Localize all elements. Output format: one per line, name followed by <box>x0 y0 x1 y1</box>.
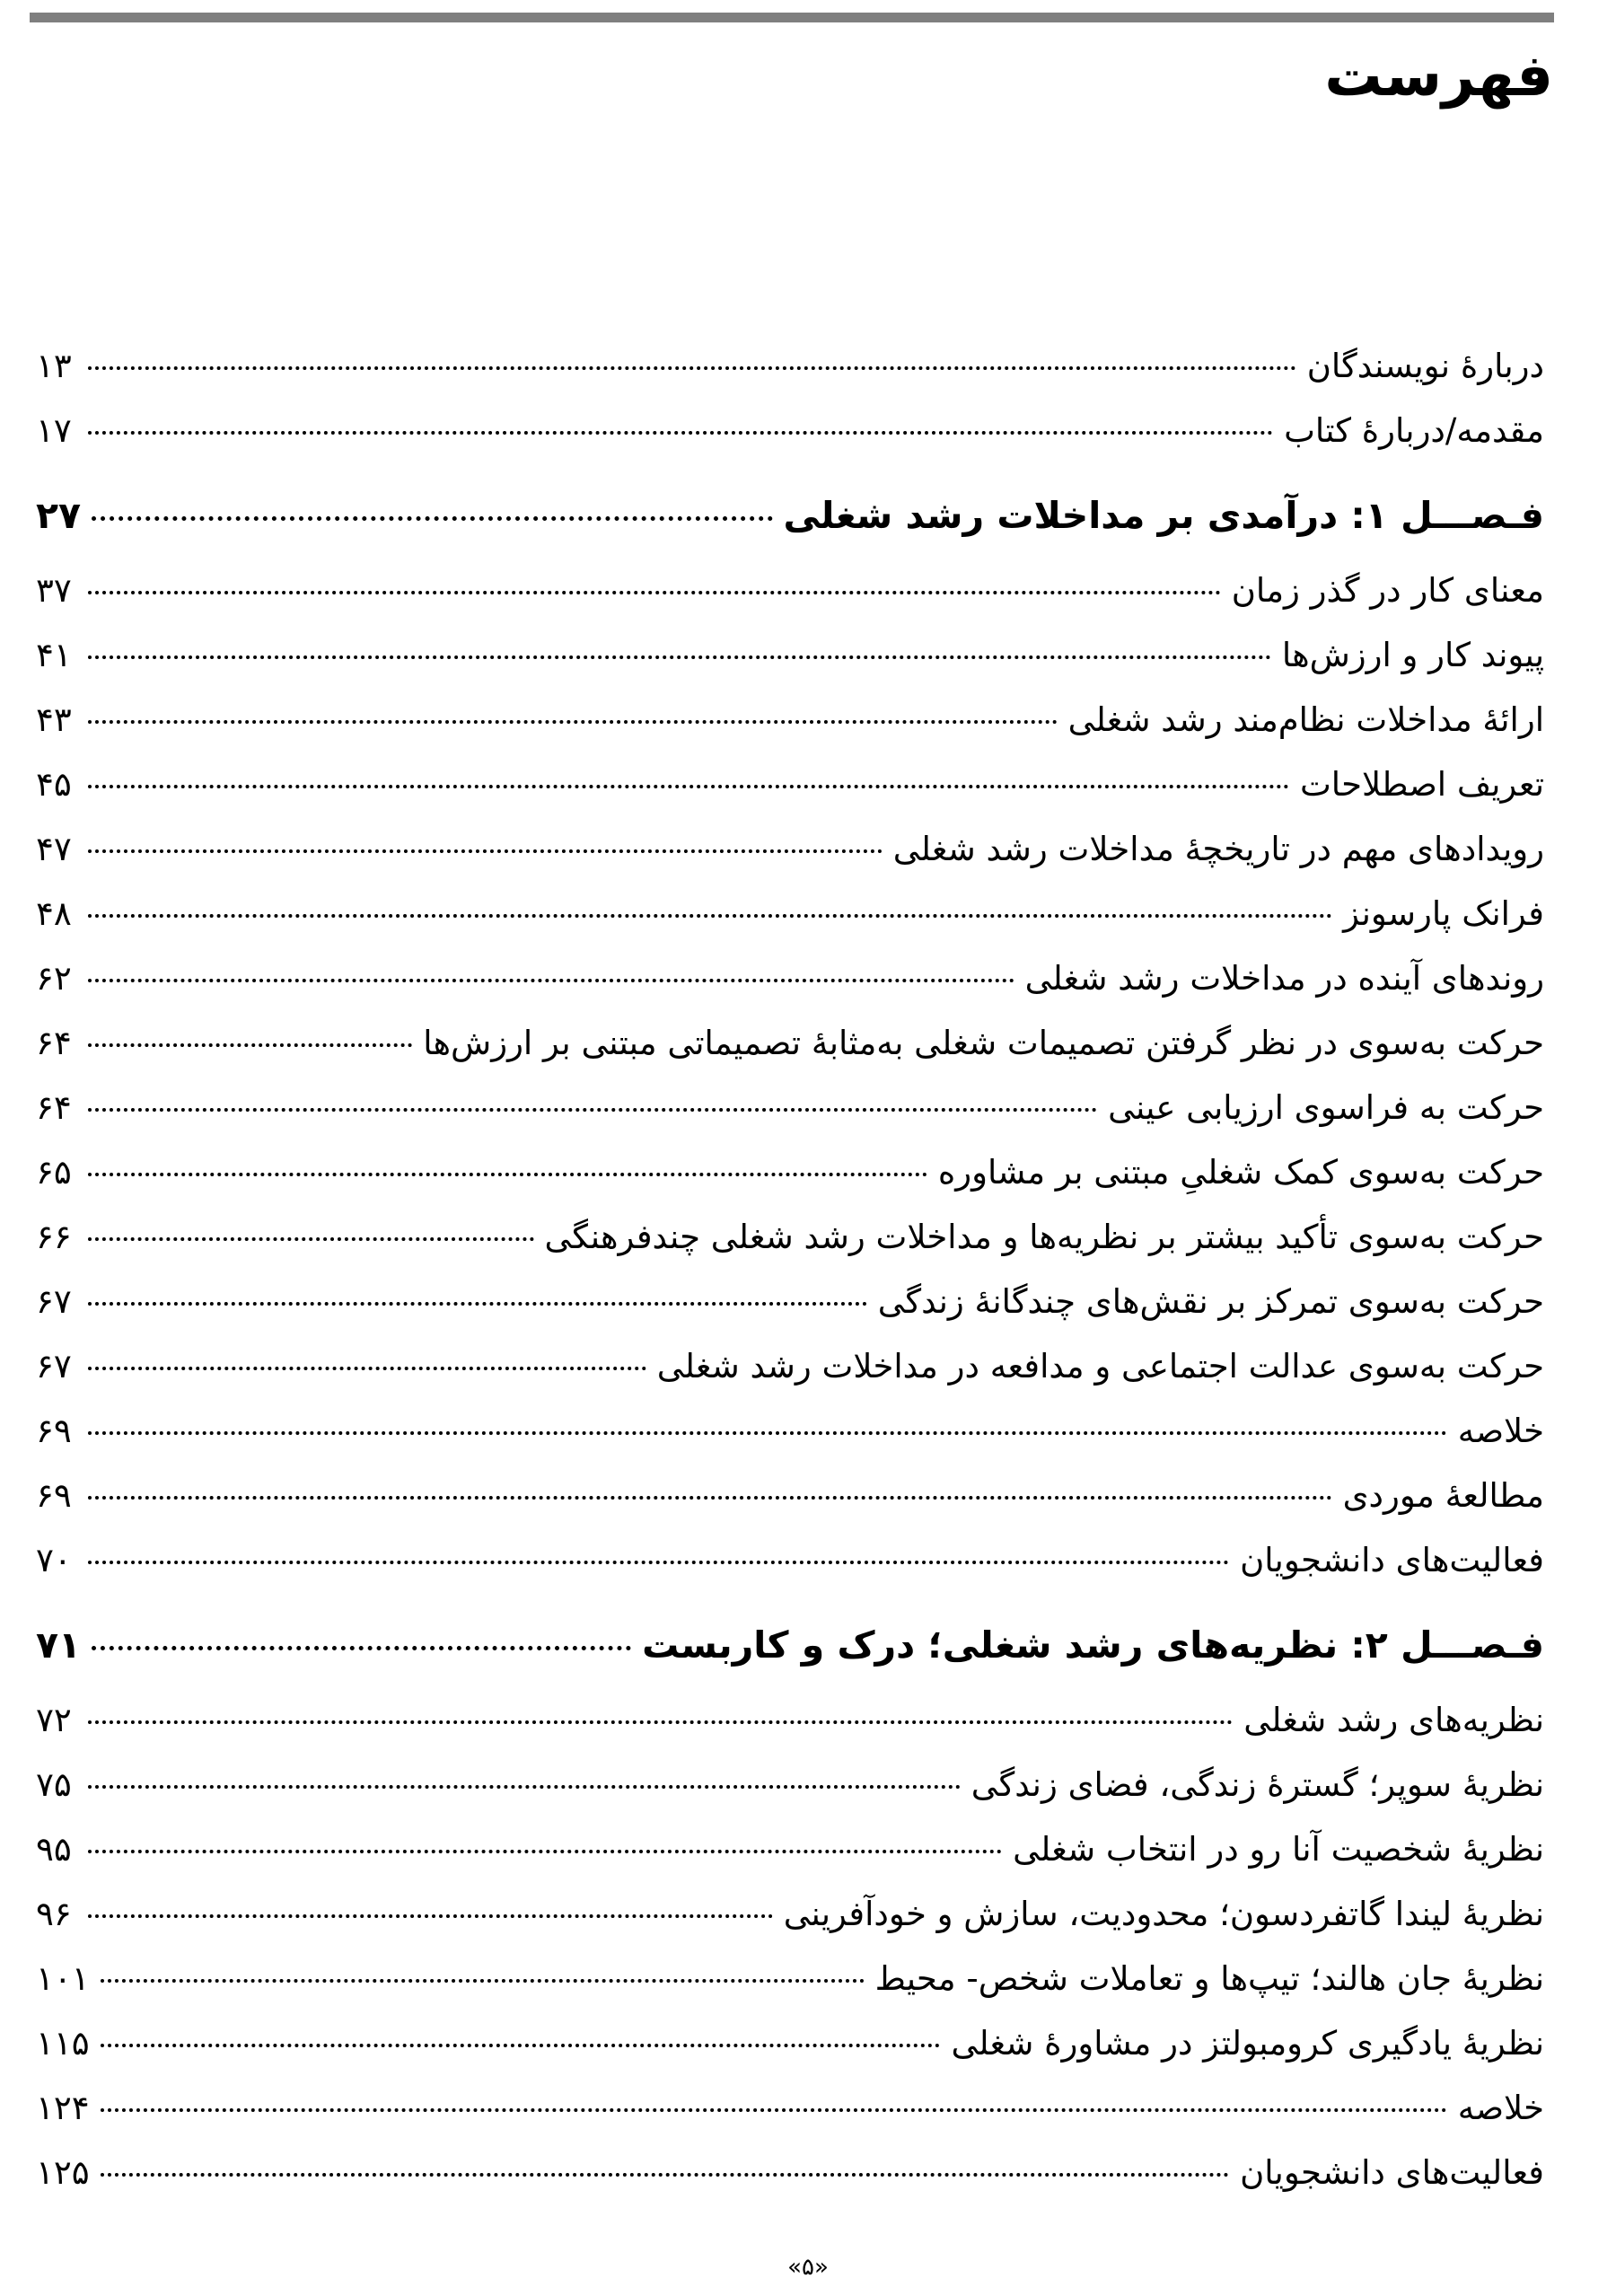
toc-chapter-2[interactable] <box>36 1602 1544 1688</box>
toc-entry-label: نظریه‌های رشد شغلی <box>1243 1701 1544 1739</box>
dot-leader <box>101 2108 1447 2112</box>
toc-entry-label: خلاصه <box>1457 1412 1544 1450</box>
toc-entry-page: ۶۶ <box>36 1218 72 1256</box>
toc-entry[interactable] <box>36 1205 1544 1270</box>
toc-entry-label: حرکت به‌سوی تأکید بیشتر بر نظریه‌ها و مداخلات رشد شغلی چندفرهنگی <box>544 1218 1544 1256</box>
toc-entry-label: رویدادهای مهم در تاریخچهٔ مداخلات رشد شغلی <box>892 830 1544 868</box>
table-of-contents <box>36 334 1544 2205</box>
toc-entry-page: ۷۲ <box>36 1701 72 1739</box>
toc-entry-page: ۶۵ <box>36 1153 72 1192</box>
toc-entry-label: روندهای آینده در مداخلات رشد شغلی <box>1024 959 1544 998</box>
toc-entry-label: نظریهٔ جان هالند؛ تیپ‌ها و تعاملات شخص- محیط <box>874 1959 1544 1998</box>
toc-entry[interactable] <box>36 688 1544 752</box>
dot-leader <box>88 591 1221 594</box>
toc-entry-label: فرانک پارسونز <box>1343 894 1544 933</box>
toc-chapter-1[interactable] <box>36 472 1544 559</box>
dot-leader <box>88 1496 1332 1500</box>
toc-entry-page: ۶۴ <box>36 1088 72 1127</box>
dot-leader <box>101 1979 865 1983</box>
toc-entry-page: ۷۵ <box>36 1765 72 1804</box>
toc-entry[interactable] <box>36 1882 1544 1947</box>
chapter-title: فـصـــل ۲: نظریه‌های رشد شغلی؛ درک و کاربست <box>642 1623 1544 1667</box>
top-rule <box>30 13 1554 22</box>
toc-entry-label: خلاصه <box>1457 2089 1544 2127</box>
chapter-page: ۲۷ <box>36 494 82 537</box>
toc-entry-page: ۴۱ <box>36 636 72 674</box>
toc-entry-page: ۹۵ <box>36 1830 72 1869</box>
toc-entry[interactable] <box>36 2011 1544 2076</box>
toc-entry[interactable] <box>36 1947 1544 2011</box>
toc-entry-page: ۶۹ <box>36 1476 72 1515</box>
dot-leader <box>101 2173 1229 2177</box>
toc-entry-page: ۶۲ <box>36 959 72 998</box>
toc-entry-label: تعریف اصطلاحات <box>1299 765 1544 804</box>
dot-leader <box>88 720 1058 724</box>
toc-entry-label: نظریهٔ شخصیت آنا رو در انتخاب شغلی <box>1013 1830 1544 1869</box>
page-title: فهرست <box>1324 43 1553 110</box>
toc-entry-page: ۱۲۴ <box>36 2089 90 2127</box>
dot-leader <box>88 655 1271 659</box>
toc-entry[interactable] <box>36 559 1544 623</box>
toc-entry-page: ۳۷ <box>36 571 72 610</box>
toc-entry[interactable] <box>36 1270 1544 1334</box>
dot-leader <box>88 1108 1097 1112</box>
toc-entry-label: حرکت به‌سوی عدالت اجتماعی و مدافعه در مداخلات رشد شغلی <box>656 1347 1544 1386</box>
toc-entry[interactable] <box>36 623 1544 688</box>
toc-entry-label: نظریهٔ لیندا گاتفردسون؛ محدودیت، سازش و خودآفرینی <box>783 1895 1544 1933</box>
dot-leader <box>88 849 883 853</box>
toc-entry[interactable] <box>36 1528 1544 1593</box>
dot-leader <box>88 431 1273 435</box>
page-number: «۵» <box>787 2254 829 2281</box>
dot-leader <box>88 1237 534 1241</box>
toc-entry-label: ارائهٔ مداخلات نظام‌مند رشد شغلی <box>1067 700 1544 739</box>
dot-leader <box>92 516 772 521</box>
toc-entry-page: ۷۰ <box>36 1541 72 1579</box>
toc-entry[interactable] <box>36 1753 1544 1817</box>
toc-entry[interactable] <box>36 2141 1544 2205</box>
toc-entry-page: ۶۹ <box>36 1412 72 1450</box>
toc-entry-page: ۱۳ <box>36 347 72 385</box>
toc-entry[interactable] <box>36 1076 1544 1140</box>
toc-entry-label: حرکت به‌سوی تمرکز بر نقش‌های چندگانهٔ زندگی <box>877 1282 1544 1321</box>
toc-entry-page: ۶۷ <box>36 1282 72 1321</box>
toc-entry-introduction[interactable] <box>36 399 1544 463</box>
toc-entry[interactable] <box>36 1464 1544 1528</box>
toc-entry-page: ۹۶ <box>36 1895 72 1933</box>
toc-entry-label: مطالعهٔ موردی <box>1342 1476 1544 1515</box>
toc-entry-page: ۴۳ <box>36 700 72 739</box>
toc-entry[interactable] <box>36 1334 1544 1399</box>
toc-entry-label: نظریهٔ یادگیری کرومبولتز در مشاورهٔ شغلی <box>951 2024 1544 2063</box>
dot-leader <box>88 1850 1002 1853</box>
toc-entry-label: فعالیت‌های دانشجویان <box>1240 2153 1544 2192</box>
toc-entry-label: دربارهٔ نویسندگان <box>1306 347 1544 385</box>
dot-leader <box>88 914 1332 918</box>
dot-leader <box>88 1173 927 1176</box>
chapter-title: فـصـــل ۱: درآمدی بر مداخلات رشد شغلی <box>783 494 1544 537</box>
toc-entry-page: ۱۰۱ <box>36 1959 90 1998</box>
dot-leader <box>92 1646 631 1650</box>
toc-entry[interactable] <box>36 1688 1544 1753</box>
dot-leader <box>88 1431 1447 1435</box>
toc-entry[interactable] <box>36 2076 1544 2141</box>
toc-entry-page: ۴۷ <box>36 830 72 868</box>
toc-entry-label: نظریهٔ سوپر؛ گسترهٔ زندگی، فضای زندگی <box>970 1765 1544 1804</box>
toc-entry-page: ۱۲۵ <box>36 2153 90 2192</box>
toc-entry-page: ۴۸ <box>36 894 72 933</box>
dot-leader <box>88 1720 1233 1724</box>
toc-entry-label: پیوند کار و ارزش‌ها <box>1281 636 1544 674</box>
dot-leader <box>88 1561 1229 1564</box>
toc-entry[interactable] <box>36 1399 1544 1464</box>
dot-leader <box>88 979 1014 982</box>
toc-entry[interactable] <box>36 882 1544 946</box>
dot-leader <box>101 2044 941 2047</box>
toc-entry-page: ۶۴ <box>36 1024 72 1062</box>
dot-leader <box>88 1302 867 1306</box>
toc-entry-about-authors[interactable] <box>36 334 1544 399</box>
dot-leader <box>88 1043 412 1047</box>
dot-leader <box>88 1914 773 1918</box>
dot-leader <box>88 785 1289 788</box>
toc-entry-label: فعالیت‌های دانشجویان <box>1240 1541 1544 1579</box>
toc-entry[interactable] <box>36 752 1544 817</box>
toc-entry-page: ۱۱۵ <box>36 2024 90 2063</box>
chapter-page: ۷۱ <box>36 1623 82 1667</box>
toc-entry[interactable] <box>36 1140 1544 1205</box>
toc-entry-page: ۱۷ <box>36 411 72 450</box>
toc-entry-label: حرکت به‌سوی کمک شغلیِ مبتنی بر مشاوره <box>937 1153 1544 1192</box>
toc-entry-page: ۶۷ <box>36 1347 72 1386</box>
dot-leader <box>88 1367 646 1370</box>
toc-entry-page: ۴۵ <box>36 765 72 804</box>
toc-entry[interactable] <box>36 817 1544 882</box>
toc-entry[interactable] <box>36 1817 1544 1882</box>
toc-entry[interactable] <box>36 1011 1544 1076</box>
dot-leader <box>88 366 1296 370</box>
dot-leader <box>88 1785 961 1789</box>
toc-entry-label: معنای کار در گذر زمان <box>1231 571 1544 610</box>
toc-entry-label: حرکت به فراسوی ارزیابی عینی <box>1108 1088 1544 1127</box>
toc-entry[interactable] <box>36 946 1544 1011</box>
toc-entry-label: مقدمه/دربارهٔ کتاب <box>1284 411 1544 450</box>
toc-entry-label: حرکت به‌سوی در نظر گرفتن تصمیمات شغلی به‌مثابهٔ تصمیماتی مبتنی بر ارزش‌ها <box>423 1024 1544 1062</box>
